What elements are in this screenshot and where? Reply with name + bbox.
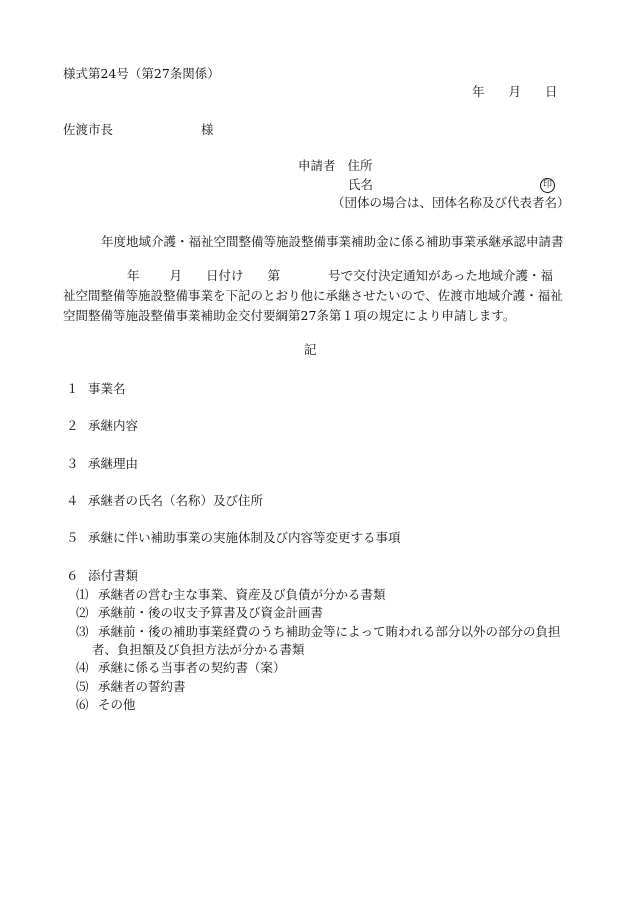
item-label: 承継に伴い補助事業の実施体制及び内容等変更する事項 <box>88 530 401 545</box>
attachment-text: 承継者の営む主な事業、資産及び負債が分かる書類 <box>98 587 386 602</box>
attachment-number: ⑵ <box>76 605 89 620</box>
document-title: 年度地域介護・福祉空間整備等施設整備事業補助金に係る補助事業承継承認申請書 <box>101 234 564 249</box>
item-number: ２ <box>66 418 79 433</box>
body-paragraph <box>63 266 563 326</box>
item-label: 承継者の氏名（名称）及び住所 <box>88 493 264 508</box>
attachment-6 <box>76 697 136 713</box>
attachment-number: ⑶ <box>76 624 89 639</box>
item-4 <box>66 493 263 509</box>
seal-mark <box>540 177 555 193</box>
body-line-1 <box>63 266 563 286</box>
attachment-text: 承継者の誓約書 <box>98 679 186 694</box>
date-line <box>472 84 558 100</box>
attachment-number: ⑹ <box>76 697 89 712</box>
attachment-text: その他 <box>98 697 136 712</box>
attachment-number: ⑷ <box>76 660 89 675</box>
item-number: ５ <box>66 530 79 545</box>
item-number: ６ <box>66 568 79 583</box>
item-number: ３ <box>66 456 79 471</box>
attachment-text: 承継前・後の収支予算書及び資金計画書 <box>98 605 324 620</box>
item-number: １ <box>66 381 79 396</box>
item-3 <box>66 456 138 472</box>
body-month: 月 <box>169 268 183 283</box>
addressee <box>63 122 214 138</box>
body-dai: 第 <box>267 268 281 283</box>
applicant-note: （団体の場合は、団体名称及び代表者名） <box>332 195 570 210</box>
item-5 <box>66 530 401 546</box>
body-line1-rest: 号で交付決定通知があった地域介護・福 <box>328 268 553 283</box>
item-label: 添付書類 <box>88 568 139 583</box>
applicant-address-label: 住所 <box>347 158 373 173</box>
ki-heading: 記 <box>304 342 317 357</box>
attachment-number: ⑴ <box>76 587 89 602</box>
item-label: 承継理由 <box>88 456 139 471</box>
applicant-name-line <box>348 177 373 193</box>
attachment-4 <box>76 660 286 676</box>
item-number: ４ <box>66 493 79 508</box>
item-label: 事業名 <box>88 381 126 396</box>
applicant-address-line <box>298 158 373 174</box>
addressee-name: 佐渡市長 <box>63 122 114 137</box>
body-year: 年 <box>127 268 140 283</box>
body-line-3: 空間整備等施設整備事業補助金交付要綱第27条第１項の規定により申請します。 <box>63 308 516 323</box>
item-2 <box>66 418 138 434</box>
date-day-label: 日 <box>545 84 558 99</box>
attachment-3 <box>76 624 561 640</box>
attachment-number: ⑸ <box>76 679 89 694</box>
attachment-1 <box>76 587 386 603</box>
item-1 <box>66 381 126 397</box>
date-year-label: 年 <box>472 84 485 99</box>
attachment-5 <box>76 679 186 695</box>
date-month-label: 月 <box>508 84 522 99</box>
attachment-2 <box>76 605 323 621</box>
attachment-text: 承継前・後の補助事業経費のうち補助金等によって賄われる部分以外の部分の負担 <box>98 624 561 639</box>
applicant-name-label: 氏名 <box>348 177 374 192</box>
item-6 <box>66 568 138 584</box>
applicant-label: 申請者 <box>298 158 336 173</box>
attachment-text: 承継に係る当事者の契約書（案） <box>98 660 286 675</box>
seal-icon: 印 <box>540 178 555 193</box>
attachment-3-continuation: 者、負担額及び負担方法が分かる書類 <box>92 642 305 657</box>
body-line-2: 祉空間整備等施設整備事業を下記のとおり他に承継させたいので、佐渡市地域介護・福祉 <box>63 288 563 303</box>
form-number: 様式第24号（第27条関係） <box>63 66 220 81</box>
item-label: 承継内容 <box>88 418 139 433</box>
addressee-honorific: 様 <box>201 122 214 137</box>
body-day-suffix: 日付け <box>206 268 244 283</box>
